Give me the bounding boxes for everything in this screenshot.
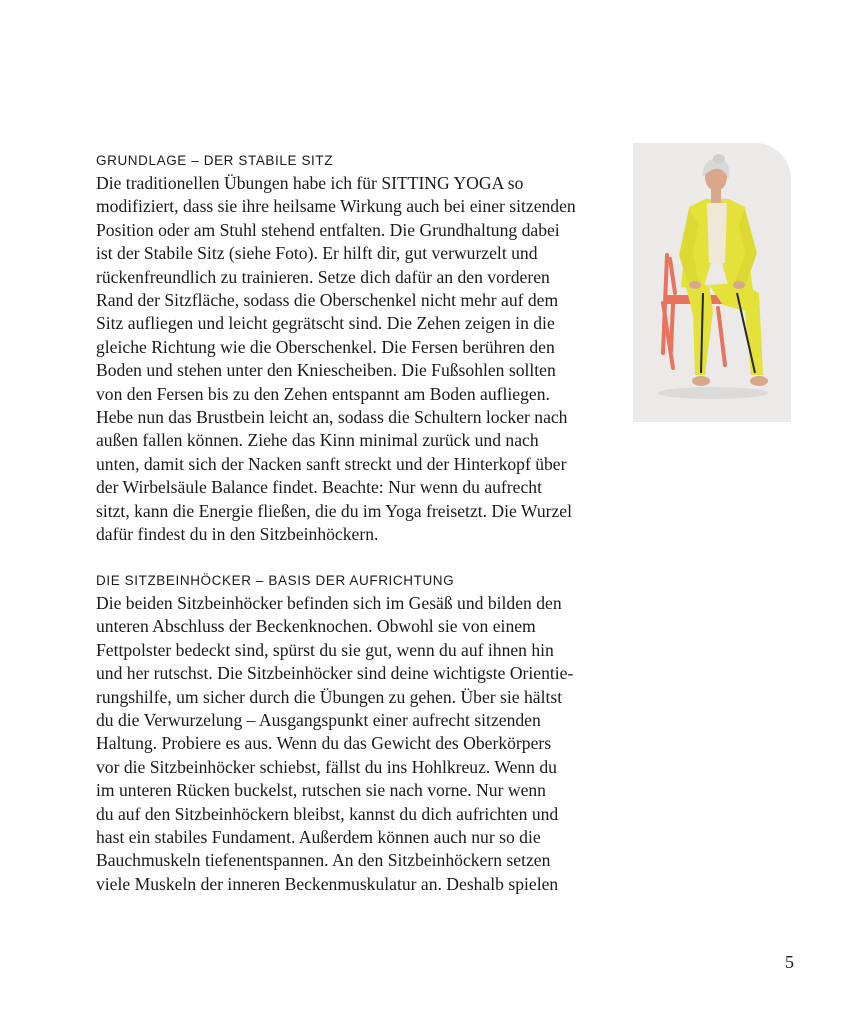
hand xyxy=(733,281,745,289)
text-line: Die traditionellen Übungen habe ich für SITTING YOGA so xyxy=(96,173,524,193)
text-line: im unteren Rücken buckelst, rutschen sie nach vorne. Nur wenn xyxy=(96,780,546,801)
hair-bun xyxy=(713,154,725,164)
text-line: Rand der Sitzfläche, sodass die Oberschenkel nicht mehr auf dem xyxy=(96,290,559,311)
text-line: Position oder am Stuhl stehend entfalten. Die Grundhaltung dabei xyxy=(96,219,560,240)
text-line: Fettpolster bedeckt sind, spürst du sie gut, wenn du auf ihnen hin xyxy=(96,639,554,660)
floor-shadow xyxy=(658,387,768,399)
text-line: rückenfreundlich zu trainieren. Setze dich dafür an den vorderen xyxy=(96,266,550,287)
text-line: hast ein stabiles Fundament. Außerdem können auch nur so die xyxy=(96,827,541,848)
text-line: Haltung. Probiere es aus. Wenn du das Gewicht des Oberkörpers xyxy=(96,733,552,754)
text-line: dafür findest du in den Sitzbeinhöckern. xyxy=(96,524,379,545)
text-line: Die beiden Sitzbeinhöcker befinden sich im Gesäß und bilden den xyxy=(96,593,562,613)
section-paragraph xyxy=(96,592,618,896)
text-line: der Wirbelsäule Balance findet. Beachte: Nur wenn du aufrecht xyxy=(96,477,542,498)
text-line: unten, damit sich der Nacken sanft streckt und der Hinterkopf über xyxy=(96,453,567,474)
page-number: 5 xyxy=(785,952,794,972)
text-line: gleiche Richtung wie die Oberschenkel. Die Fersen berühren den xyxy=(96,336,555,357)
top xyxy=(707,203,727,263)
photo-illustration xyxy=(633,143,791,422)
seated-woman-photo xyxy=(633,143,791,422)
text-line: modifiziert, dass sie ihre heilsame Wirkung auch bei einer sitzenden xyxy=(96,196,576,217)
text-line: Sitz aufliegen und leicht gegrätscht sind. Die Zehen zeigen in die xyxy=(96,313,555,334)
text-line: du auf den Sitzbeinhöckern bleibst, kannst du dich aufrichten und xyxy=(96,803,559,824)
text-line: viele Muskeln der inneren Beckenmuskulatur an. Deshalb spielen xyxy=(96,873,559,894)
text-line: rungshilfe, um sicher durch die Übungen zu gehen. Über sie hältst xyxy=(96,686,563,707)
text-line: Hebe nun das Brustbein leicht an, sodass die Schultern locker nach xyxy=(96,407,568,428)
foot xyxy=(692,376,710,386)
text-line: Bauchmuskeln tiefenentspannen. An den Sitzbeinhöckern setzen xyxy=(96,850,551,871)
text-line: unteren Abschluss der Beckenknochen. Obwohl sie von einem xyxy=(96,616,536,637)
hand xyxy=(689,281,701,289)
foot xyxy=(750,376,768,386)
text-line: von den Fersen bis zu den Zehen entspannt am Boden aufliegen. xyxy=(96,383,550,404)
text-line: ist der Stabile Sitz (siehe Foto). Er hilft dir, gut verwurzelt und xyxy=(96,243,538,264)
section-paragraph xyxy=(96,172,618,547)
section-sitzbeinhoecker xyxy=(96,572,618,896)
text-line: vor die Sitzbeinhöcker schiebst, fällst du ins Hohlkreuz. Wenn du xyxy=(96,756,557,777)
section-stabiler-sitz xyxy=(96,152,618,547)
text-line: du die Verwurzelung – Ausgangspunkt einer aufrecht sitzenden xyxy=(96,710,541,731)
text-line: sitzt, kann die Energie fließen, die du im Yoga freisetzt. Die Wurzel xyxy=(96,500,572,521)
section-heading: GRUNDLAGE – DER STABILE SITZ xyxy=(96,153,334,168)
text-line: außen fallen können. Ziehe das Kinn minimal zurück und nach xyxy=(96,430,539,451)
section-heading: DIE SITZBEINHÖCKER – BASIS DER AUFRICHTUNG xyxy=(96,573,455,588)
text-line: Boden und stehen unter den Kniescheiben. Die Fußsohlen sollten xyxy=(96,360,556,381)
text-line: und her rutschst. Die Sitzbeinhöcker sind deine wichtigste Orientie- xyxy=(96,663,574,684)
